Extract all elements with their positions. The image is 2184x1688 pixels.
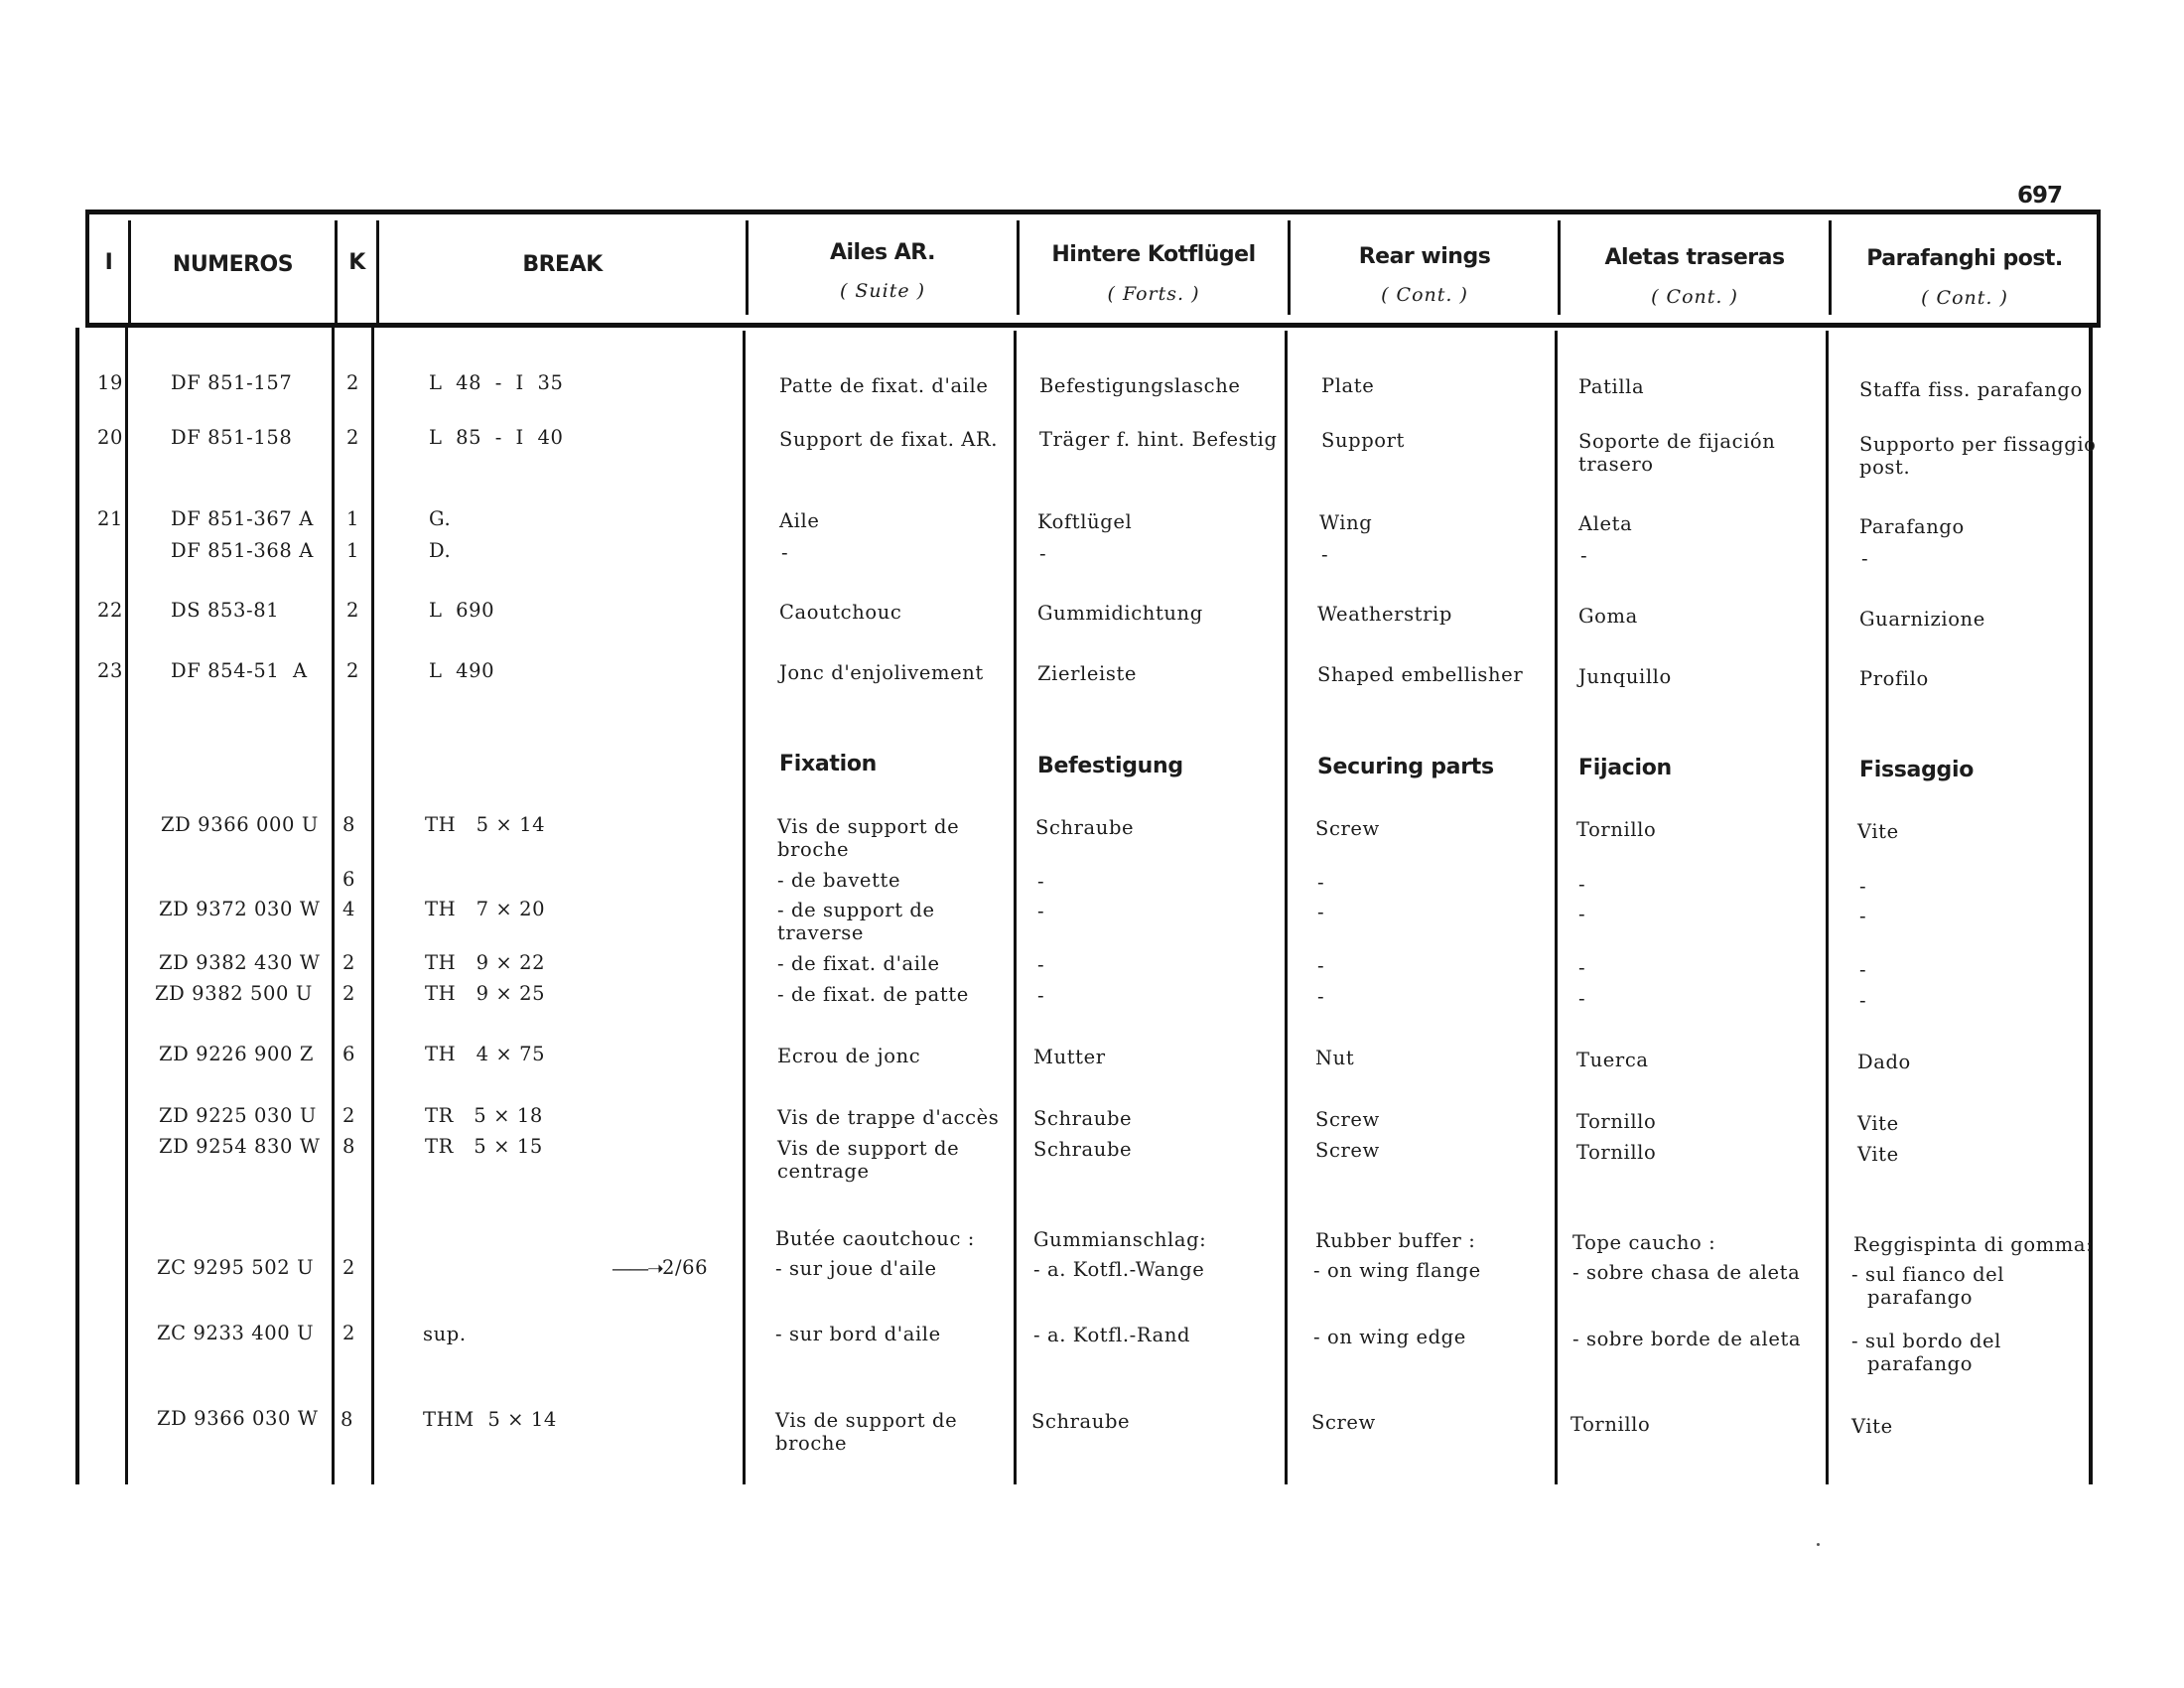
row-k: 4 (342, 898, 356, 920)
row-break: TH 4 × 75 (425, 1043, 546, 1065)
section-heading-de: Befestigung (1037, 754, 1183, 778)
row-es: - sobre borde de aleta (1572, 1328, 1802, 1350)
row-de: - (1039, 542, 1047, 565)
row-es: - sobre chasa de aleta (1572, 1261, 1801, 1284)
row-de: - (1037, 870, 1045, 893)
row-number: DF 851-368 A (171, 539, 314, 562)
row-de: - (1037, 984, 1045, 1007)
row-en: - (1317, 985, 1325, 1008)
row-index: 19 (97, 371, 124, 394)
row-fr: Aile (779, 509, 820, 532)
row-en: Support (1321, 429, 1405, 452)
cross-reference: 2/66 (662, 1256, 709, 1279)
section-heading-fr: Fixation (779, 752, 878, 776)
row-de: Gummidichtung (1037, 602, 1203, 625)
row-de: Schraube (1031, 1410, 1131, 1433)
header-de-sub: ( Forts. ) (1107, 283, 1200, 305)
row-k: 2 (342, 1322, 356, 1344)
row-k: 2 (346, 599, 360, 622)
top-rule (85, 210, 2101, 214)
row-it: Staffa fiss. parafango (1859, 378, 2083, 401)
row-it: - sul bordo del parafango (1851, 1330, 2002, 1375)
row-es: - (1578, 987, 1586, 1010)
header-en-sub: ( Cont. ) (1381, 284, 1468, 306)
row-fr: - de bavette (777, 869, 901, 892)
row-break: TH 9 × 22 (425, 951, 546, 974)
header-es-title: Aletas traseras (1604, 245, 1785, 270)
row-break: L 48 - I 35 (429, 371, 564, 394)
row-fr: Vis de support de broche (775, 1409, 958, 1455)
row-it: Vite (1857, 820, 1899, 843)
row-en: Wing (1319, 511, 1373, 534)
row-number: DS 853-81 (171, 599, 280, 622)
header-fr-sub: ( Suite ) (839, 280, 926, 302)
row-en: - on wing flange (1313, 1259, 1481, 1282)
row-break: L 490 (429, 659, 495, 682)
row-it: Vite (1851, 1415, 1893, 1438)
col-line-outer-left (75, 328, 79, 1484)
row-k: 8 (342, 1135, 356, 1158)
row-break: sup. (423, 1323, 467, 1345)
row-fr: - sur bord d'aile (775, 1323, 941, 1345)
row-k: 2 (346, 426, 360, 449)
stray-mark (1817, 1543, 1820, 1546)
row-it: - (1859, 989, 1867, 1012)
header-break: BREAK (522, 252, 603, 277)
row-break: L 690 (429, 599, 495, 622)
row-fr: Ecrou de jonc (777, 1045, 921, 1067)
row-k: 1 (346, 539, 360, 562)
row-index: 21 (97, 507, 124, 530)
row-fr: Patte de fixat. d'aile (779, 374, 989, 397)
row-es: Tope caucho : (1572, 1231, 1716, 1254)
row-k: 8 (341, 1408, 354, 1431)
col-line-outer-right (2089, 328, 2093, 1484)
row-es: - (1578, 873, 1586, 896)
row-break: D. (429, 539, 452, 562)
row-it: Profilo (1859, 667, 1929, 690)
row-index: 20 (97, 426, 124, 449)
row-number: ZD 9372 030 W (159, 898, 321, 920)
header-numeros: NUMEROS (172, 252, 294, 277)
row-break: G. (429, 507, 452, 530)
row-index: 23 (97, 659, 124, 682)
row-en: Weatherstrip (1317, 603, 1452, 626)
col-line-8 (1826, 331, 1829, 1484)
row-k: 6 (342, 868, 356, 891)
col-line-6 (1285, 331, 1288, 1484)
row-number: ZD 9225 030 U (159, 1104, 317, 1127)
row-k: 8 (342, 813, 356, 836)
row-es: - (1580, 544, 1588, 567)
header-fr-title: Ailes AR. (829, 240, 935, 265)
row-de: Befestigungslasche (1039, 374, 1241, 397)
row-it: Parafango (1859, 515, 1965, 538)
row-it: Reggispinta di gomma: (1853, 1233, 2094, 1256)
row-es: Tornillo (1576, 818, 1657, 841)
row-de: Schraube (1033, 1138, 1133, 1161)
row-break: TR 5 × 18 (425, 1104, 543, 1127)
row-fr: Support de fixat. AR. (779, 428, 999, 451)
row-number: ZD 9366 030 W (157, 1407, 319, 1430)
row-de: - (1037, 953, 1045, 976)
row-break: TH 7 × 20 (425, 898, 546, 920)
row-k: 2 (342, 982, 356, 1005)
row-it: Guarnizione (1859, 608, 1985, 631)
row-de: - (1037, 900, 1045, 922)
row-es: Tornillo (1570, 1413, 1651, 1436)
row-break: THM 5 × 14 (423, 1408, 557, 1431)
header-en-title: Rear wings (1358, 244, 1491, 269)
row-it: Vite (1857, 1112, 1899, 1135)
row-de: Zierleiste (1037, 662, 1138, 685)
row-es: Patilla (1578, 375, 1645, 398)
row-es: Soporte de fijación trasero (1578, 430, 1776, 476)
row-k: 1 (346, 507, 360, 530)
col-line-2 (332, 328, 335, 1484)
row-de: Träger f. hint. Befestig (1039, 428, 1278, 451)
row-k: 2 (342, 1104, 356, 1127)
row-es: Goma (1578, 605, 1638, 628)
row-es: Junquillo (1578, 665, 1672, 688)
row-number: DF 851-367 A (171, 507, 314, 530)
row-it: - (1859, 905, 1867, 927)
row-it: - (1861, 547, 1869, 570)
row-de: Koftlügel (1037, 510, 1133, 533)
section-heading-it: Fissaggio (1859, 758, 1975, 782)
col-line-1 (125, 328, 128, 1484)
page-number: 697 (2017, 183, 2063, 209)
row-en: Screw (1315, 1139, 1380, 1162)
col-line-3 (371, 328, 374, 1484)
arrow-right-icon: ——➝ (612, 1256, 662, 1280)
row-en: Shaped embellisher (1317, 663, 1524, 686)
row-number: ZD 9366 000 U (161, 813, 319, 836)
row-number: DF 854-51 A (171, 659, 308, 682)
col-line-7 (1555, 331, 1558, 1484)
row-number: ZC 9295 502 U (157, 1256, 315, 1279)
row-number: ZD 9254 830 W (159, 1135, 321, 1158)
row-fr: - (781, 541, 789, 564)
row-es: Aleta (1578, 512, 1633, 535)
row-de: - a. Kotfl.-Wange (1033, 1258, 1205, 1281)
row-fr: - de fixat. de patte (777, 983, 969, 1006)
row-it: Dado (1857, 1051, 1911, 1073)
header-index: I (104, 250, 113, 275)
row-index: 22 (97, 599, 124, 622)
header-es-sub: ( Cont. ) (1651, 286, 1738, 308)
row-number: DF 851-157 (171, 371, 293, 394)
row-en: - (1321, 543, 1329, 566)
row-en: Screw (1311, 1411, 1376, 1434)
row-fr: Jonc d'enjolivement (779, 661, 984, 684)
row-break: TH 9 × 25 (425, 982, 546, 1005)
header-it-title: Parafanghi post. (1866, 246, 2063, 271)
row-number: ZC 9233 400 U (157, 1322, 315, 1344)
row-en: Rubber buffer : (1315, 1229, 1476, 1252)
row-de: Gummianschlag: (1033, 1228, 1207, 1251)
row-en: Plate (1321, 374, 1375, 397)
row-k: 2 (346, 371, 360, 394)
row-en: Screw (1315, 817, 1380, 840)
row-de: Schraube (1033, 1107, 1133, 1130)
row-fr: Butée caoutchouc : (775, 1227, 975, 1250)
row-k: 2 (342, 1256, 356, 1279)
header-bottom-rule (87, 323, 2101, 328)
row-number: ZD 9226 900 Z (159, 1043, 314, 1065)
row-break: L 85 - I 40 (429, 426, 564, 449)
row-number: ZD 9382 430 W (159, 951, 321, 974)
row-fr: - sur joue d'aile (775, 1257, 937, 1280)
row-es: - (1578, 903, 1586, 925)
row-number: DF 851-158 (171, 426, 293, 449)
section-heading-es: Fijacion (1578, 756, 1672, 780)
row-es: Tuerca (1576, 1049, 1649, 1071)
row-en: Nut (1315, 1047, 1355, 1069)
row-es: Tornillo (1576, 1141, 1657, 1164)
row-break: TR 5 × 15 (425, 1135, 543, 1158)
row-en: - (1317, 954, 1325, 977)
row-en: Screw (1315, 1108, 1380, 1131)
row-fr: Vis de trappe d'accès (777, 1106, 1000, 1129)
row-de: Mutter (1033, 1046, 1106, 1068)
row-fr: - de support de traverse (777, 899, 935, 944)
row-break: TH 5 × 14 (425, 813, 546, 836)
row-fr: Vis de support de centrage (777, 1137, 960, 1183)
row-es: - (1578, 956, 1586, 979)
section-heading-en: Securing parts (1317, 755, 1494, 779)
row-k: 2 (342, 951, 356, 974)
row-fr: Vis de support de broche (777, 815, 960, 861)
row-en: - (1317, 871, 1325, 894)
header-it-sub: ( Cont. ) (1921, 287, 2008, 309)
row-en: - on wing edge (1313, 1326, 1466, 1348)
row-it: Supporto per fissaggio post. (1859, 433, 2097, 479)
row-k: 6 (342, 1043, 356, 1065)
col-line-5 (1014, 331, 1017, 1484)
row-en: - (1317, 901, 1325, 923)
header-k: K (348, 250, 365, 275)
header-de-title: Hintere Kotflügel (1051, 242, 1256, 267)
row-it: - sul fianco del parafango (1851, 1263, 2005, 1309)
row-de: - a. Kotfl.-Rand (1033, 1324, 1191, 1346)
row-it: - (1859, 875, 1867, 898)
row-es: Tornillo (1576, 1110, 1657, 1133)
row-number: ZD 9382 500 U (155, 982, 313, 1005)
row-it: - (1859, 958, 1867, 981)
col-line-4 (743, 331, 746, 1484)
row-fr: Caoutchouc (779, 601, 902, 624)
row-k: 2 (346, 659, 360, 682)
row-fr: - de fixat. d'aile (777, 952, 940, 975)
row-de: Schraube (1035, 816, 1135, 839)
row-it: Vite (1857, 1143, 1899, 1166)
